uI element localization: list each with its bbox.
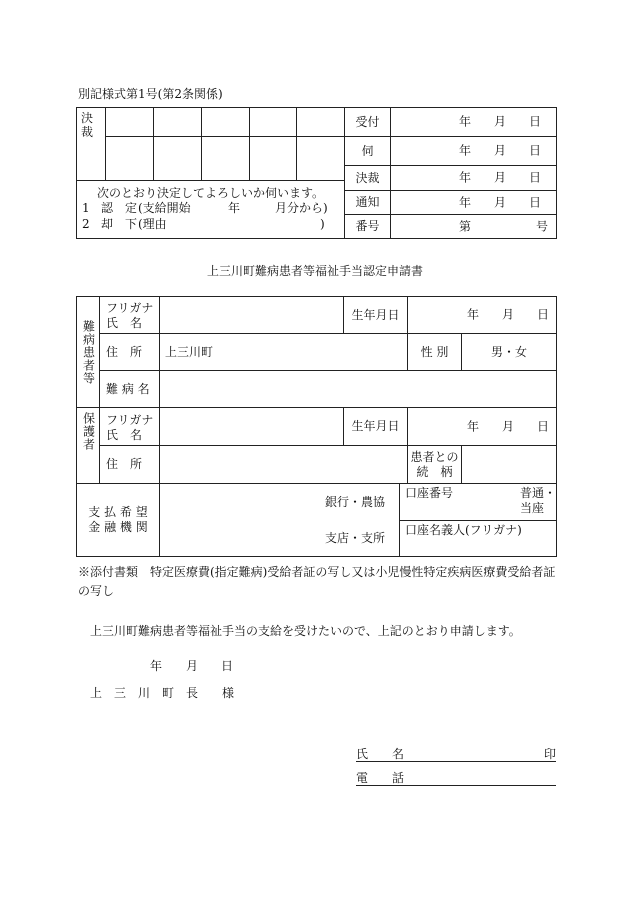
disease-field[interactable] xyxy=(160,371,557,408)
guardian-dob-field[interactable]: 年 月 日 xyxy=(408,408,557,446)
patient-dob-field[interactable]: 年 月 日 xyxy=(408,297,557,334)
stamp-box[interactable] xyxy=(297,137,345,181)
inquiry-label: 伺 xyxy=(345,137,391,166)
guardian-name-label: フリガナ 氏 名 xyxy=(100,408,160,446)
stamp-box[interactable] xyxy=(154,137,202,181)
notice-label: 通知 xyxy=(345,191,391,215)
guardian-dob-label: 生年月日 xyxy=(344,408,408,446)
relation-field[interactable] xyxy=(462,446,557,484)
attachment-note: ※添付書類 特定医療費(指定難病)受給者証の写し又は小児慢性特定疾病医療費受給者証 の写し xyxy=(78,565,556,598)
patient-name-field[interactable] xyxy=(160,297,344,334)
guardian-group-label: 保護者 xyxy=(77,408,100,484)
seal-mark: 印 xyxy=(543,747,556,761)
page-title: 上三川町難病患者等福祉手当認定申請書 xyxy=(206,264,423,278)
notice-line: 次のとおり決定してよろしいか伺います。 xyxy=(97,186,325,200)
application-table xyxy=(76,296,557,557)
declaration-text: 上三川町難病患者等福祉手当の支給を受けたいので、上記のとおり申請します。 xyxy=(90,624,521,638)
notice-date[interactable]: 年 月 日 xyxy=(391,191,557,215)
addressee: 上 三 川 町 長 様 xyxy=(90,686,235,700)
patient-name-label: フリガナ 氏 名 xyxy=(100,297,160,334)
guardian-address-field[interactable] xyxy=(160,446,408,484)
stamp-box[interactable] xyxy=(106,108,154,137)
branch-name-field[interactable]: 支店・支所 xyxy=(160,521,400,557)
guardian-address-label: 住 所 xyxy=(100,446,160,484)
stamp-box[interactable] xyxy=(154,108,202,137)
status-table xyxy=(344,107,557,239)
guardian-name-field[interactable] xyxy=(160,408,344,446)
approval-table xyxy=(76,107,345,239)
stamp-box[interactable] xyxy=(202,137,250,181)
stamp-box[interactable] xyxy=(106,137,154,181)
decision-options xyxy=(77,181,345,239)
applicant-name-field[interactable]: 氏 名 印 xyxy=(356,747,556,761)
patient-address-label: 住 所 xyxy=(100,334,160,371)
form-id: 別記様式第1号(第2条関係) xyxy=(78,87,223,101)
option-approve: 1 認 定 (支給開始 年 月分から) xyxy=(82,201,328,215)
stamp-box[interactable] xyxy=(202,108,250,137)
application-date[interactable]: 年 月 日 xyxy=(150,659,234,673)
received-label: 受付 xyxy=(345,108,391,137)
patient-sex-label: 性 別 xyxy=(408,334,462,371)
bank-label: 支 払 希 望 金 融 機 関 xyxy=(77,484,160,557)
bank-name-field[interactable]: 銀行・農協 xyxy=(160,484,400,521)
account-holder-field[interactable]: 口座名義人(フリガナ) xyxy=(400,521,557,557)
stamp-box[interactable] xyxy=(297,108,345,137)
number-field[interactable]: 第 号 xyxy=(391,215,557,239)
decision-date[interactable]: 年 月 日 xyxy=(391,166,557,191)
decision-date-label: 決裁 xyxy=(345,166,391,191)
option-reject: 2 却 下 (理由 ) xyxy=(82,217,325,231)
inquiry-date[interactable]: 年 月 日 xyxy=(391,137,557,166)
patient-address-field[interactable]: 上三川町 xyxy=(160,334,408,371)
received-date[interactable]: 年 月 日 xyxy=(391,108,557,137)
decision-label: 決裁 xyxy=(77,108,106,181)
number-label: 番号 xyxy=(345,215,391,239)
patient-sex-field[interactable]: 男・女 xyxy=(462,334,557,371)
patient-group-label: 難病患者等 xyxy=(77,297,100,408)
stamp-box[interactable] xyxy=(250,108,297,137)
relation-label: 患者との 続 柄 xyxy=(408,446,462,484)
stamp-box[interactable] xyxy=(250,137,297,181)
applicant-phone-field[interactable]: 電 話 xyxy=(356,769,556,786)
account-number-field[interactable]: 口座番号 普通・当座 xyxy=(400,484,557,521)
patient-dob-label: 生年月日 xyxy=(344,297,408,334)
disease-label: 難 病 名 xyxy=(100,371,160,408)
